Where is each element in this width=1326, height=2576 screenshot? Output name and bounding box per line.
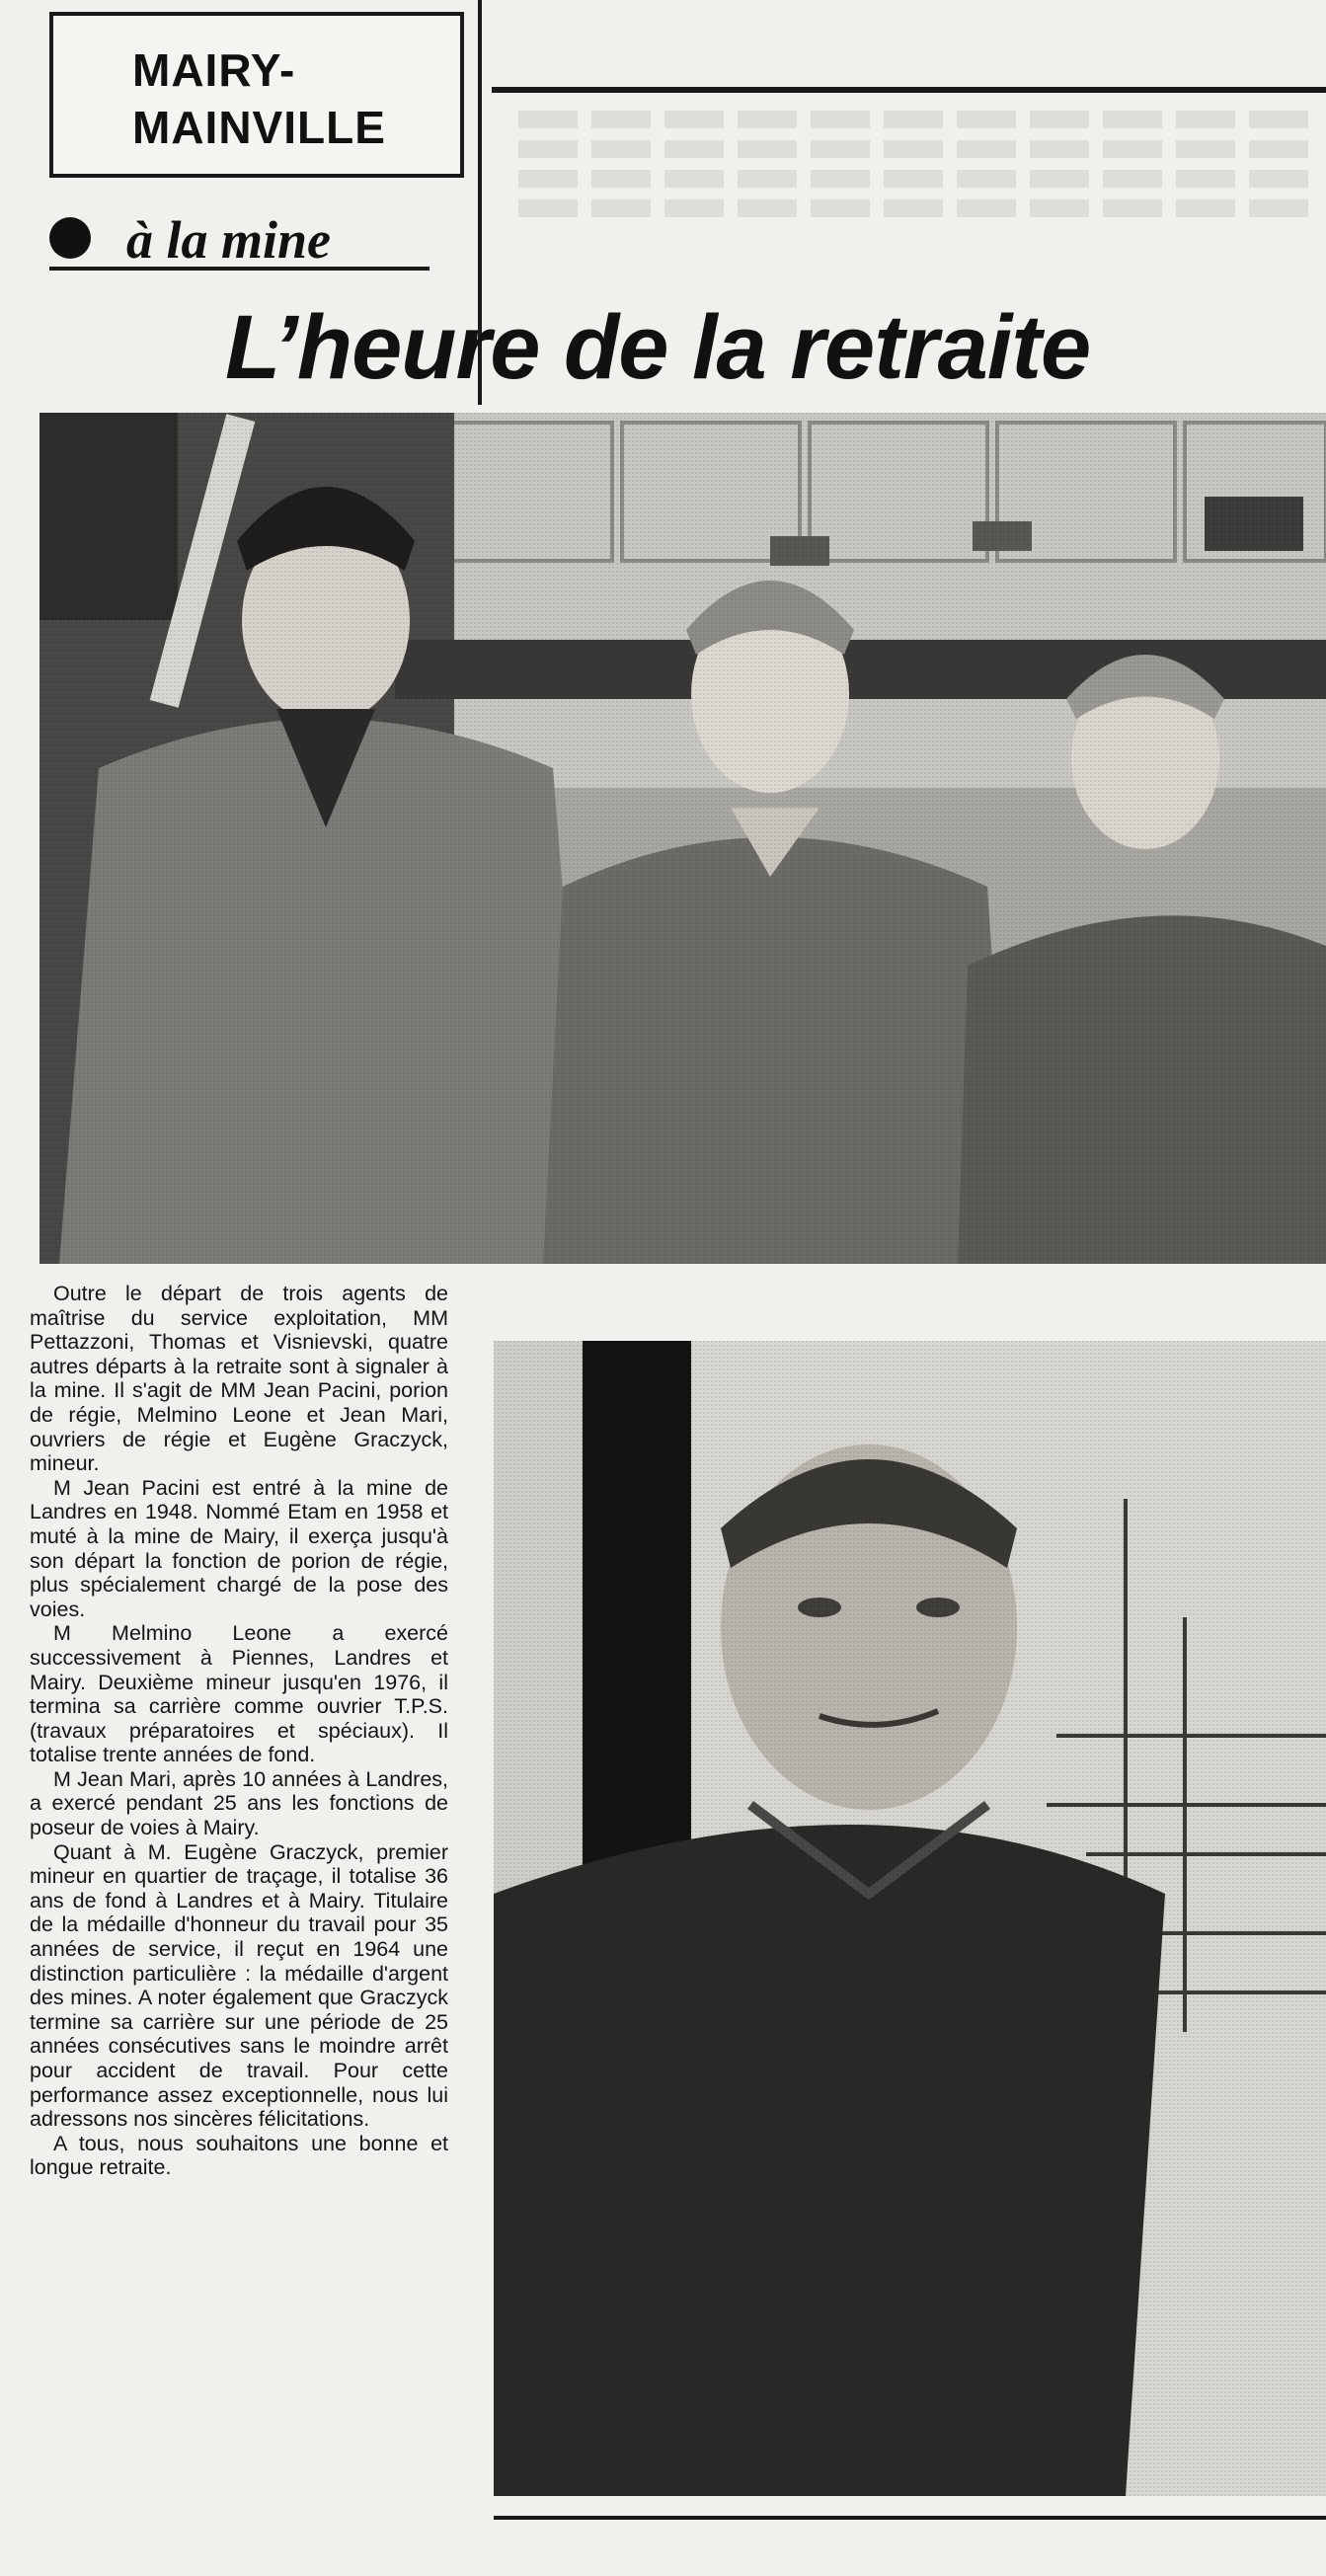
section-kicker: [49, 209, 429, 271]
article-paragraph: M Melmino Leone a exercé successivement à Piennes, Landres et Mairy. Deuxième mineur jusqu'en 1976, il termina sa carrière comme ouvrier T.P.S. (travaux préparatoires et spéciaux). Il totalise trente années de fond.: [30, 1621, 448, 1767]
article-paragraph: M Jean Mari, après 10 années à Landres, a exercé pendant 25 ans les fonctions de poseur de voies à Mairy.: [30, 1766, 448, 1840]
kicker-text: à la mine: [126, 210, 332, 270]
bottom-rule: [494, 2516, 1326, 2520]
bleed-through-text: [518, 99, 1308, 229]
bullet-icon: [49, 217, 91, 259]
article-paragraph: Outre le départ de trois agents de maîtrise du service exploitation, MM Pettazzoni, Thomas et Visnievski, quatre autres départs à la retraite sont à signaler à la mine. Il s'agit de MM Jean Pacini, porion de régie, Melmino Leone et Jean Mari, ouvriers de régie et Eugène Graczyck, mineur.: [30, 1282, 448, 1476]
locality-line-2: MAINVILLE: [132, 102, 386, 153]
article-paragraph: M Jean Pacini est entré à la mine de Landres en 1948. Nommé Etam en 1958 et muté à la mine de Mairy, il exerça jusqu'à son départ la fonction de porion de régie, plus spécialement chargé de la pose des voies.: [30, 1475, 448, 1621]
photo-portrait: [494, 1341, 1326, 2496]
locality-line-1: MAIRY-: [132, 44, 296, 96]
photo-three-retirees: [39, 413, 1326, 1264]
headline: L’heure de la retraite: [225, 297, 1091, 398]
article-body: [30, 1282, 448, 2180]
top-rule: [492, 87, 1326, 93]
locality-box: [49, 12, 464, 178]
article-paragraph: A tous, nous souhaitons une bonne et longue retraite.: [30, 2131, 448, 2180]
article-paragraph: Quant à M. Eugène Graczyck, premier mineur en quartier de traçage, il totalise 36 ans de fond à Landres et à Mairy. Titulaire de la médaille d'honneur du travail pour 35 années de service, il reçut en 1964 une distinction particulière : la médaille d'argent des mines. A noter également que Graczyck termine sa carrière sur une période de 25 années consécutives sans le moindre arrêt pour accident de travail. Pour cette performance assez exceptionnelle, nous lui adressons nos sincères félicitations.: [30, 1839, 448, 2132]
